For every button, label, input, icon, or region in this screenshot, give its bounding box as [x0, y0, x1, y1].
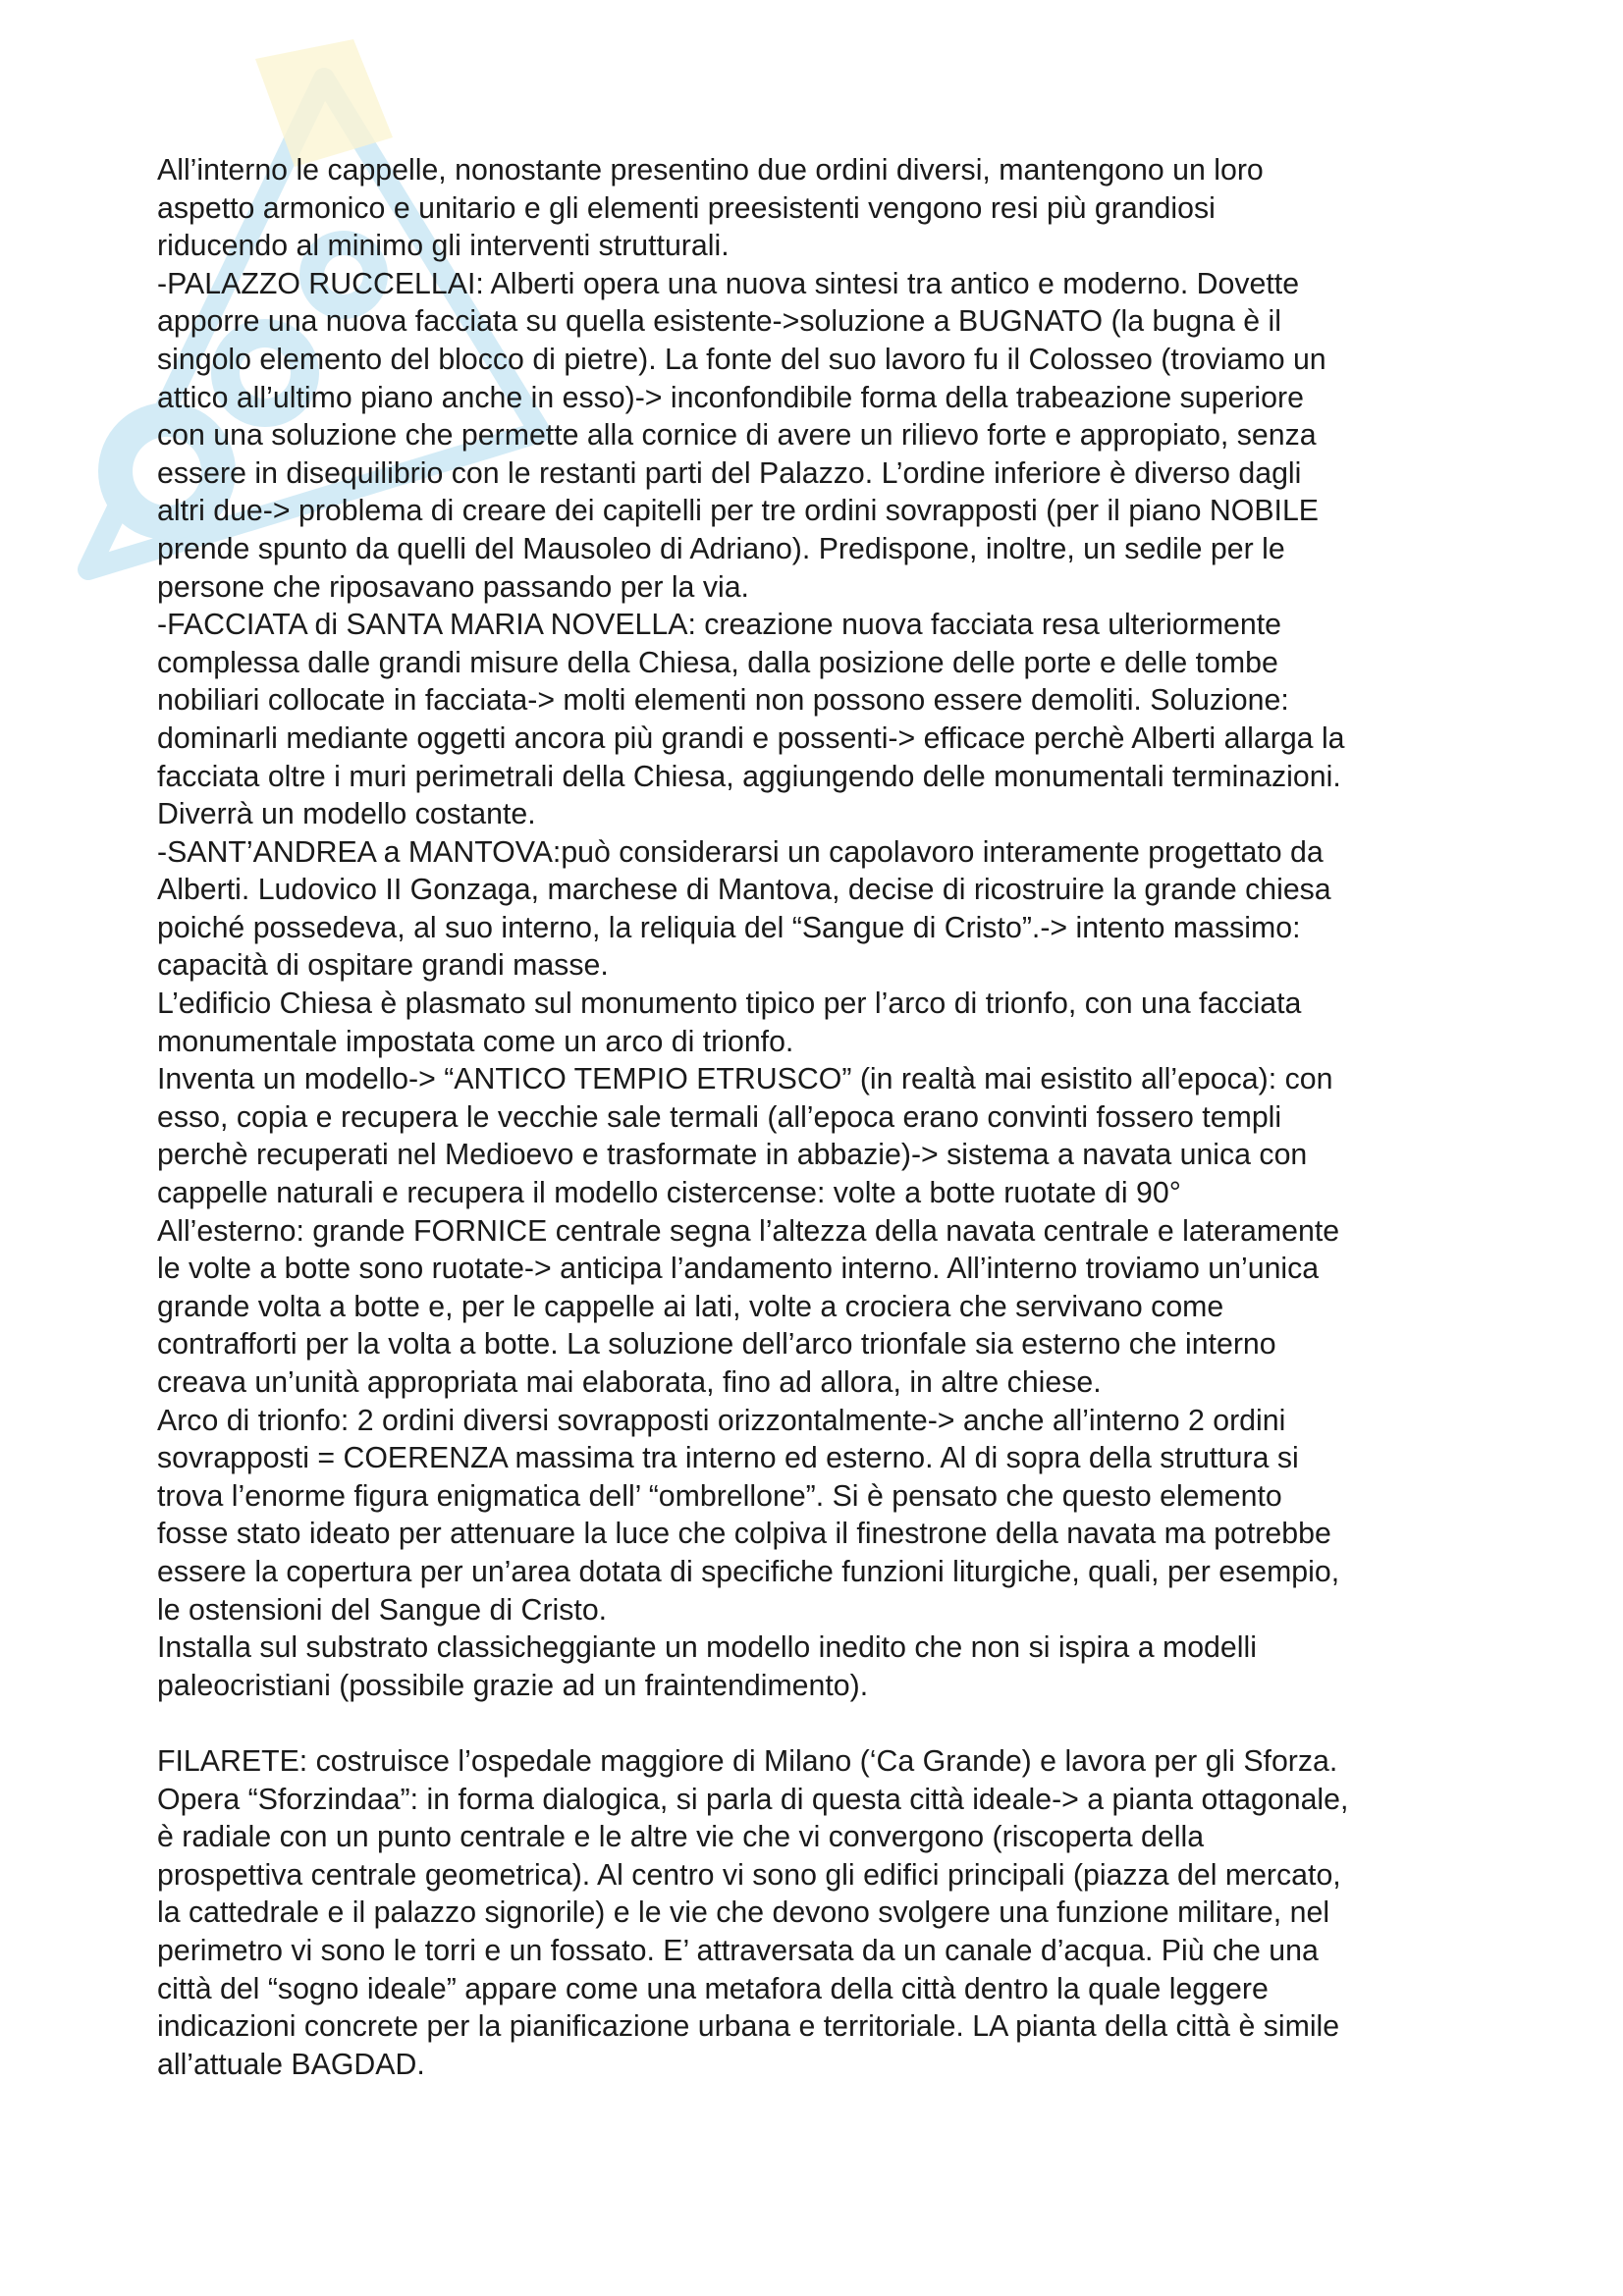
- text-line: grande volta a botte e, per le cappelle ai lati, volte a crociera che servivano come: [157, 1290, 1224, 1323]
- text-line: -PALAZZO RUCCELLAI: Alberti opera una nuova sintesi tra antico e moderno. Dovette: [157, 267, 1300, 300]
- text-line: capacità di ospitare grandi masse.: [157, 949, 609, 983]
- text-line: Arco di trionfo: 2 ordini diversi sovrapposti orizzontalmente-> anche all’interno 2 ordini: [157, 1404, 1286, 1437]
- text-line: essere la copertura per un’area dotata di specifiche funzioni liturgiche, quali, per esempio,: [157, 1555, 1340, 1588]
- text-line: paleocristiani (possibile grazie ad un fraintendimento).: [157, 1669, 869, 1702]
- text-line: singolo elemento del blocco di pietre). La fonte del suo lavoro fu il Colosseo (troviamo un: [157, 343, 1326, 376]
- paragraph-gap: [157, 1705, 1492, 1743]
- text-line: apporre una nuova facciata su quella esistente->soluzione a BUGNATO (la bugna è il: [157, 305, 1281, 339]
- text-line: perimetro vi sono le torri e un fossato. E’ attraversata da un canale d’acqua. Più che una: [157, 1934, 1319, 1967]
- text-line: sovrapposti = COERENZA massima tra interno ed esterno. Al di sopra della struttura si: [157, 1442, 1299, 1475]
- text-line: creava un’unità appropriata mai elaborata, fino ad allora, in altre chiese.: [157, 1366, 1102, 1399]
- text-line: le ostensioni del Sangue di Cristo.: [157, 1593, 608, 1627]
- text-line: FILARETE: costruisce l’ospedale maggiore di Milano (‘Ca Grande) e lavora per gli Sforza.: [157, 1744, 1338, 1778]
- text-line: cappelle naturali e recupera il modello cistercense: volte a botte ruotate di 90°: [157, 1177, 1181, 1210]
- text-line: nobiliari collocate in facciata-> molti elementi non possono essere demoliti. Soluzione:: [157, 684, 1289, 718]
- text-line: fosse stato ideato per attenuare la luce che colpiva il finestrone della navata ma potrebbe: [157, 1518, 1331, 1551]
- text-line: altri due-> problema di creare dei capitelli per tre ordini sovrapposti (per il piano NOBILE: [157, 495, 1319, 528]
- paragraph-filarete: [157, 1743, 1492, 2084]
- text-line: all’attuale BAGDAD.: [157, 2048, 425, 2081]
- text-line: Opera “Sforzindaa”: in forma dialogica, si parla di questa città ideale-> a pianta ottagonale,: [157, 1783, 1349, 1816]
- text-line: Alberti. Ludovico II Gonzaga, marchese di Mantova, decise di ricostruire la grande chiesa: [157, 874, 1331, 907]
- text-line: contrafforti per la volta a botte. La soluzione dell’arco trionfale sia esterno che interno: [157, 1328, 1276, 1362]
- text-line: con una soluzione che permette alla cornice di avere un rilievo forte e appropiato, senza: [157, 419, 1317, 453]
- text-line: città del “sogno ideale” appare come una metafora della città dentro la quale leggere: [157, 1972, 1269, 2005]
- text-line: indicazioni concrete per la pianificazione urbana e territoriale. LA pianta della città è simile: [157, 2010, 1340, 2044]
- text-line: poiché possedeva, al suo interno, la reliquia del “Sangue di Cristo”.-> intento massimo:: [157, 911, 1301, 944]
- text-line: esso, copia e recupera le vecchie sale termali (all’epoca erano convinti fossero templi: [157, 1100, 1282, 1134]
- text-line: complessa dalle grandi misure della Chiesa, dalla posizione delle porte e delle tombe: [157, 646, 1278, 679]
- text-line: -FACCIATA di SANTA MARIA NOVELLA: creazione nuova facciata resa ulteriormente: [157, 609, 1282, 642]
- text-line: prende spunto da quelli del Mausoleo di Adriano). Predispone, inoltre, un sedile per le: [157, 532, 1285, 565]
- text-line: dominarli mediante oggetti ancora più grandi e possenti-> efficace perchè Alberti allarga la: [157, 721, 1345, 755]
- document-text: [157, 152, 1492, 2084]
- text-line: persone che riposavano passando per la via.: [157, 570, 749, 604]
- text-line: All’interno le cappelle, nonostante presentino due ordini diversi, mantengono un loro: [157, 154, 1264, 187]
- text-line: riducendo al minimo gli interventi strutturali.: [157, 230, 730, 263]
- text-line: facciata oltre i muri perimetrali della Chiesa, aggiungendo delle monumentali terminazioni.: [157, 760, 1341, 793]
- text-line: Installa sul substrato classicheggiante un modello inedito che non si ispira a modelli: [157, 1631, 1257, 1665]
- text-line: aspetto armonico e unitario e gli elementi preesistenti vengono resi più grandiosi: [157, 191, 1216, 225]
- text-line: L’edificio Chiesa è plasmato sul monumento tipico per l’arco di trionfo, con una facciata: [157, 988, 1302, 1021]
- text-line: -SANT’ANDREA a MANTOVA:può considerarsi un capolavoro interamente progettato da: [157, 835, 1324, 869]
- text-line: Inventa un modello-> “ANTICO TEMPIO ETRUSCO” (in realtà mai esistito all’epoca): con: [157, 1063, 1333, 1096]
- paragraph-alberti: [157, 152, 1492, 1705]
- text-line: la cattedrale e il palazzo signorile) e le vie che devono svolgere una funzione militare, nel: [157, 1896, 1330, 1930]
- text-line: le volte a botte sono ruotate-> anticipa l’andamento interno. All’interno troviamo un’unica: [157, 1253, 1320, 1286]
- text-line: perchè recuperati nel Medioevo e trasformate in abbazie)-> sistema a navata unica con: [157, 1139, 1308, 1172]
- text-line: attico all’ultimo piano anche in esso)-> inconfondibile forma della trabeazione superiore: [157, 381, 1304, 414]
- text-line: essere in disequilibrio con le restanti parti del Palazzo. L’ordine inferiore è diverso dagli: [157, 456, 1302, 490]
- text-line: monumentale impostata come un arco di trionfo.: [157, 1025, 794, 1058]
- text-line: Diverrà un modello costante.: [157, 798, 536, 831]
- text-line: è radiale con un punto centrale e le altre vie che vi convergono (riscoperta della: [157, 1821, 1205, 1854]
- text-line: trova l’enorme figura enigmatica dell’ “ombrellone”. Si è pensato che questo elemento: [157, 1479, 1282, 1513]
- text-line: prospettiva centrale geometrica). Al centro vi sono gli edifici principali (piazza del mercato,: [157, 1858, 1341, 1892]
- text-line: All’esterno: grande FORNICE centrale segna l’altezza della navata centrale e lateramente: [157, 1214, 1340, 1248]
